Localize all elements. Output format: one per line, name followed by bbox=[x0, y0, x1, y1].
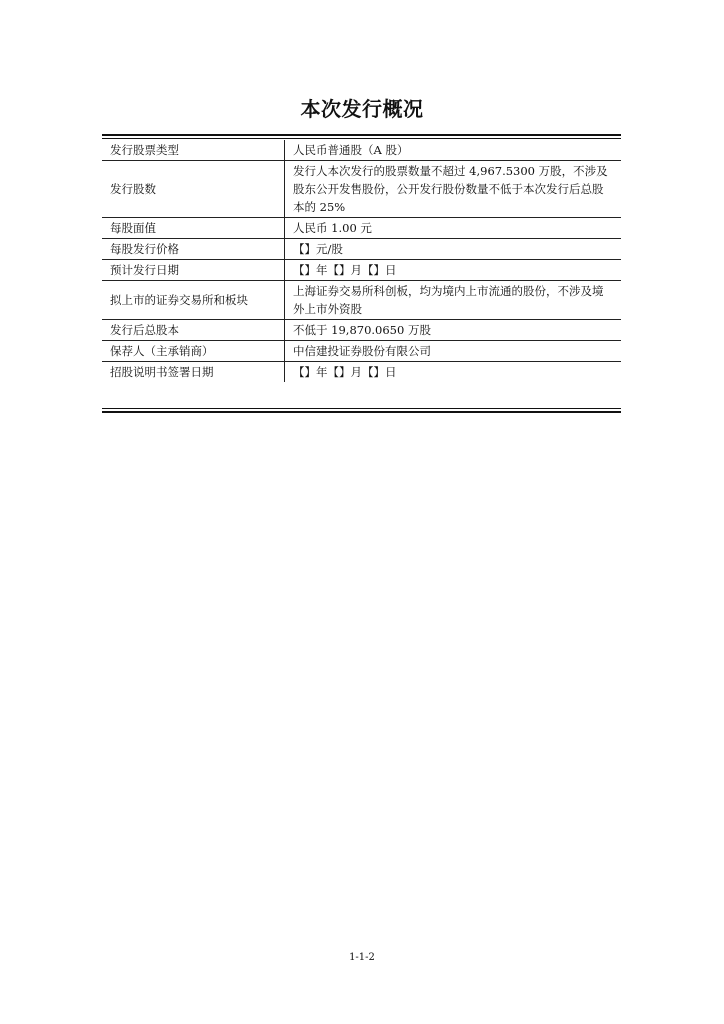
row-label: 发行股数 bbox=[102, 161, 285, 218]
row-label: 保荐人（主承销商） bbox=[102, 341, 285, 362]
row-label: 拟上市的证券交易所和板块 bbox=[102, 281, 285, 320]
page-number: 1-1-2 bbox=[349, 952, 375, 963]
table-row bbox=[102, 218, 621, 239]
row-value: 【】年【】月【】日 bbox=[285, 260, 622, 281]
row-value: 人民币普通股（A 股） bbox=[293, 143, 409, 157]
row-label: 发行后总股本 bbox=[102, 320, 285, 341]
table-row bbox=[102, 281, 621, 320]
table-bottom-rule-thick bbox=[102, 411, 621, 413]
table-row bbox=[102, 161, 621, 218]
row-value: 不低于 19,870.0650 万股 bbox=[285, 320, 622, 341]
row-label: 每股发行价格 bbox=[102, 239, 285, 260]
offering-summary-table bbox=[102, 140, 621, 382]
row-value: 发行人本次发行的股票数量不超过 4,967.5300 万股，不涉及股东公开发售股份，公开发行股份数量不低于本次发行后总股本的 25% bbox=[285, 161, 622, 218]
row-value: 人民币 1.00 元 bbox=[285, 218, 622, 239]
row-label: 招股说明书签署日期 bbox=[102, 362, 285, 383]
row-value: 【】元/股 bbox=[285, 239, 622, 260]
table-bottom-rule-thin bbox=[102, 408, 621, 409]
row-value: 【】年【】月【】日 bbox=[285, 362, 622, 383]
row-label: 发行股票类型 bbox=[102, 140, 285, 161]
table-row bbox=[102, 362, 621, 383]
table-row bbox=[102, 140, 621, 161]
row-label: 每股面值 bbox=[102, 218, 285, 239]
table-top-rule-thin bbox=[102, 138, 621, 139]
row-label: 预计发行日期 bbox=[102, 260, 285, 281]
page-title: 本次发行概况 bbox=[300, 97, 424, 121]
table-row bbox=[102, 320, 621, 341]
table-row bbox=[102, 260, 621, 281]
row-value: 上海证券交易所科创板，均为境内上市流通的股份，不涉及境外上市外资股 bbox=[285, 281, 622, 320]
table-top-rule-thick bbox=[102, 134, 621, 136]
row-value: 中信建投证券股份有限公司 bbox=[285, 341, 622, 362]
table-row bbox=[102, 239, 621, 260]
table-row bbox=[102, 341, 621, 362]
